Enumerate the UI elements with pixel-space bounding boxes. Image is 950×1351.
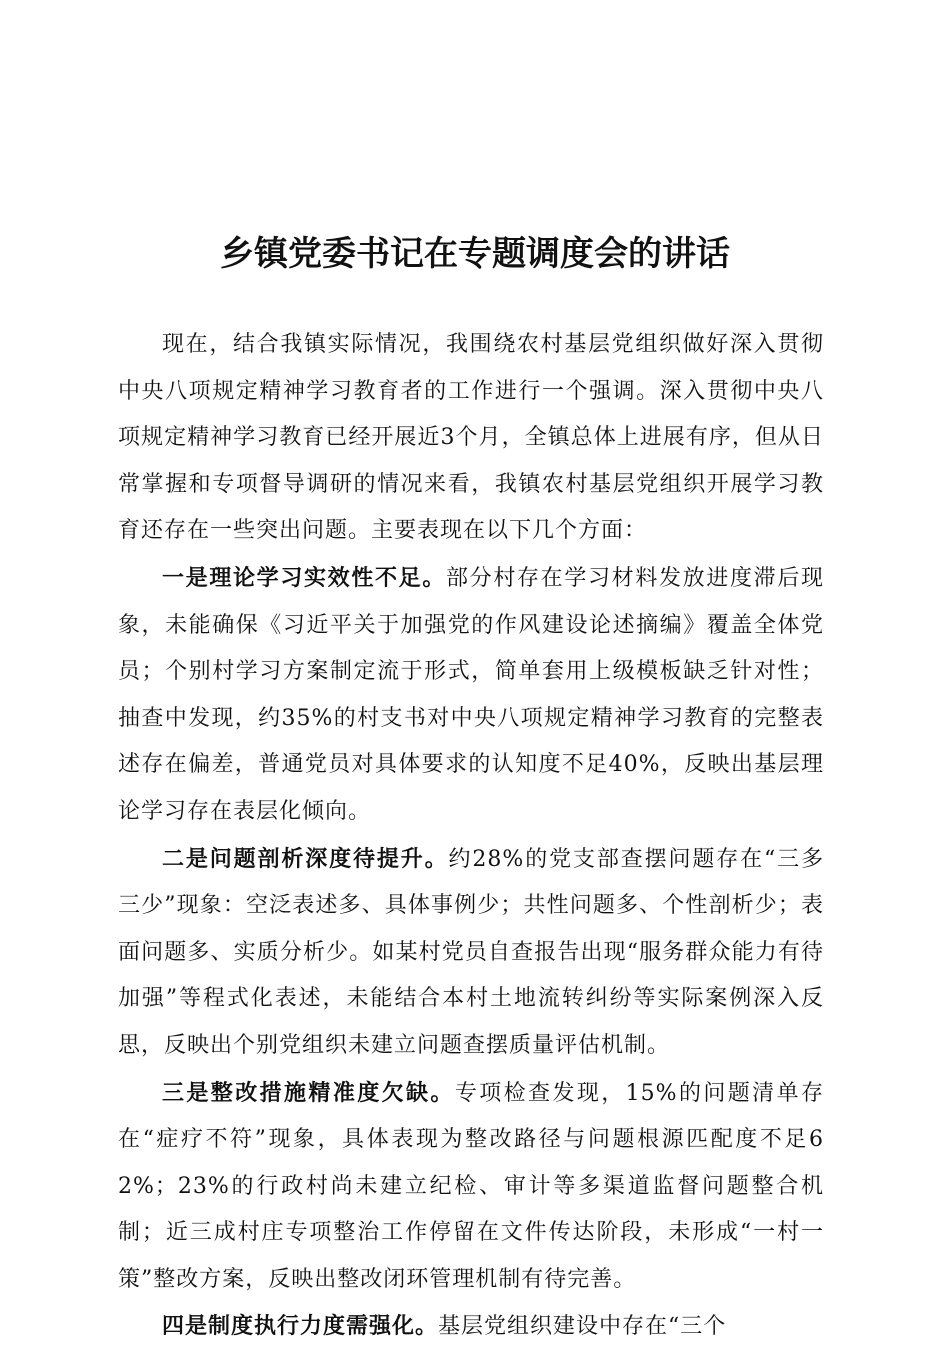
point-text-4: 基层党组织建设中存在“三个	[438, 1314, 727, 1340]
point-paragraph-1	[118, 555, 824, 836]
point-text-2: 约28%的党支部查摆问题存在“三多三少”现象：空泛表述多、具体事例少；共性问题多、个性剖析少；表面问题多、实质分析少。如某村党员自查报告出现“服务群众能力有待加强”等程式化表述，未能结合本村土地流转纠纷等实际案例深入反思，反映出个别党组织未建立问题查摆质量评估机制。	[118, 846, 824, 1058]
point-paragraph-2	[118, 836, 824, 1070]
point-paragraph-3	[118, 1070, 824, 1304]
document-body	[118, 322, 824, 1351]
point-lead-3: 三是整改措施精准度欠缺。	[162, 1079, 455, 1106]
point-lead-1: 一是理论学习实效性不足。	[162, 564, 446, 591]
point-text-3: 专项检查发现，15%的问题清单存在“症疗不符”现象，具体表现为整改路径与问题根源匹配度不足62%；23%的行政村尚未建立纪检、审计等多渠道监督问题整合机制；近三成村庄专项整治工作停留在文件传达阶段，未形成“一村一策”整改方案，反映出整改闭环管理机制有待完善。	[118, 1080, 824, 1292]
point-lead-2: 二是问题剖析深度待提升。	[162, 845, 449, 872]
point-text-1: 部分村存在学习材料发放进度滞后现象，未能确保《习近平关于加强党的作风建设论述摘编》覆盖全体党员；个别村学习方案制定流于形式，简单套用上级模板缺乏针对性；抽查中发现，约35%的村支书对中央八项规定精神学习教育的完整表述存在偏差，普通党员对具体要求的认知度不足40%，反映出基层理论学习存在表层化倾向。	[118, 565, 824, 824]
document-title: 乡镇党委书记在专题调度会的讲话	[220, 234, 730, 274]
intro-paragraph: 现在，结合我镇实际情况，我围绕农村基层党组织做好深入贯彻中央八项规定精神学习教育者的工作进行一个强调。深入贯彻中央八项规定精神学习教育已经开展近3个月，全镇总体上进展有序，但从日常掌握和专项督导调研的情况来看，我镇农村基层党组织开展学习教育还存在一些突出问题。主要表现在以下几个方面：	[118, 332, 824, 544]
point-lead-4: 四是制度执行力度需强化。	[162, 1313, 439, 1340]
